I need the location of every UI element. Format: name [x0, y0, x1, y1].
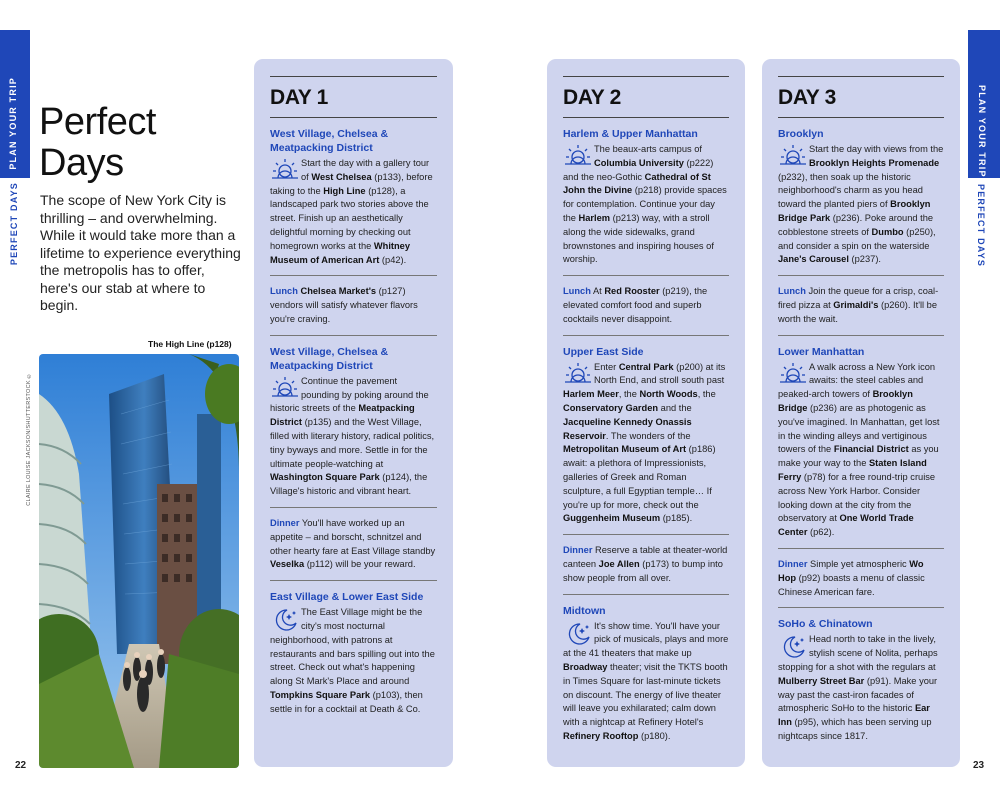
area-itinerary: [563, 127, 729, 267]
place-name: Joe Allen: [598, 558, 640, 569]
place-name: Staten Island Ferry: [778, 458, 927, 482]
place-name: Grimaldi's: [833, 299, 879, 310]
area-itinerary: [778, 617, 944, 743]
text-run: (p222) and the neo-Gothic: [563, 157, 714, 182]
text-run: as you make your way to the: [778, 444, 939, 469]
text-run: You'll have worked up an appetite – and borscht, schnitzel and other hearty fare at East Village standby: [270, 517, 436, 556]
itinerary-text: [563, 620, 729, 744]
place-name: Red Rooster: [604, 286, 660, 297]
sun-icon: [270, 375, 300, 402]
text-run: A walk across a New York icon awaits: the steel cables and peaked-arch towers of: [778, 361, 936, 400]
text-run: It's show time. You'll have your pick of musicals, plays and more at the 41 theaters that make up: [563, 620, 729, 659]
text-run: theater; visit the TKTS booth in Times Square for last-minute tickets on discount. The energy of live theater will leave you exhilarated; calm down with a nightcap at Refinery Hotel's: [563, 661, 728, 728]
moon-icon: [778, 633, 808, 660]
text-run: Start the day with views from the: [809, 144, 944, 154]
text-run: (p133), before taking to the: [270, 171, 433, 196]
divider: [778, 275, 944, 276]
place-name: Mulberry Street Bar: [778, 675, 865, 686]
area-heading: Upper East Side: [563, 345, 644, 358]
area-heading: Lower Manhattan: [778, 345, 865, 358]
area-itinerary: [270, 590, 437, 716]
text-run: Join the queue for a crisp, coal-fired pizza at: [778, 286, 939, 310]
place-name: North Woods: [639, 389, 698, 400]
area-itinerary: [778, 127, 944, 267]
place-name: Conservatory Garden: [563, 402, 659, 413]
meal-tip: [270, 517, 437, 572]
area-itinerary: [778, 345, 944, 540]
text-run: The East Village might be the city's most nocturnal neighborhood, with patrons at restaurants and bars spilling out into the street. Check out what's happening along St Mark's Place and around: [270, 607, 435, 687]
text-run: (p185).: [660, 513, 693, 524]
place-name: High Line: [323, 185, 366, 196]
place-name: Harlem: [578, 212, 611, 223]
divider: [563, 275, 729, 276]
text-run: (p135) and the West Village, filled with literary history, radical politics, tiny byways and more. Settle in for the ultimate people-watching at: [270, 417, 435, 469]
day-1-column: [254, 59, 453, 767]
area-itinerary: [270, 345, 437, 499]
divider: [778, 548, 944, 549]
text-run: (p219), the elevated comfort food and superb cocktails never disappoint.: [563, 286, 708, 324]
day-2-column: [547, 59, 745, 767]
text-run: (p236) are as photogenic as you've imagined. In Manhattan, get lost in the winding alleys and vertiginous towers of the: [778, 402, 940, 455]
divider: [778, 607, 944, 608]
text-run: (p112) will be your reward.: [304, 559, 416, 570]
place-name: Refinery Rooftop: [563, 730, 639, 741]
sun-icon: [270, 157, 300, 184]
meal-text: [778, 285, 944, 326]
meal-text: [778, 558, 944, 599]
chapter-label-left: PERFECT DAYS: [9, 182, 19, 266]
meal-tip: [563, 544, 729, 585]
divider: [270, 507, 437, 508]
meal-text: [563, 544, 729, 585]
place-name: Financial District: [833, 444, 909, 455]
text-run: (p78) for a free round-trip cruise across New York Harbor. Consider looking down at the city from the observatory at: [778, 471, 936, 524]
place-name: Chelsea Market's: [300, 286, 377, 297]
page-number-left: 22: [15, 760, 27, 771]
intro-paragraph: The scope of New York City is thrilling – and overwhelming. While it would take more than a lifetime to experience everything the metropolis has to offer, here's our stab at where to begin.: [40, 192, 241, 313]
moon-icon: [270, 606, 300, 633]
divider: [270, 275, 437, 276]
divider: [270, 76, 437, 77]
divider: [270, 335, 437, 336]
photo-caption: The High Line (p128): [148, 339, 232, 349]
text-run: (p213) way, with a stroll along the wide sidewalks, grand brownstones and inspiring houses of worship.: [563, 212, 714, 265]
text-run: and the: [658, 402, 692, 413]
place-name: West Chelsea: [311, 171, 372, 182]
place-name: Guggenheim Museum: [563, 513, 661, 524]
divider: [270, 580, 437, 581]
text-run: (p124), the Village's historic and vibrant heart.: [270, 472, 428, 497]
text-run: (p128), a landscaped park two stories above the street. Finish up an aesthetically delightful morning by checking out homegrown works at the: [270, 185, 429, 251]
meal-label: Dinner: [563, 545, 593, 556]
photo-credit: CLAIRE LOUISE JACKSON/SHUTTERSTOCK ©: [26, 372, 32, 506]
itinerary-text: [270, 606, 437, 716]
sun-icon: [563, 143, 593, 170]
divider: [563, 594, 729, 595]
text-run: , the: [697, 389, 716, 400]
text-run: (p232), then soak up the historic neighborhood's charm as you head toward the planted piers of: [778, 171, 923, 210]
meal-label: Lunch: [270, 286, 298, 297]
text-run: (p237).: [848, 254, 881, 265]
area-heading: Brooklyn: [778, 128, 824, 140]
place-name: Harlem Meer: [563, 389, 619, 400]
meal-label: Lunch: [778, 286, 806, 297]
area-heading: Midtown: [563, 604, 606, 617]
area-heading: SoHo & Chinatown: [778, 618, 873, 631]
place-name: Meatpacking District: [270, 403, 415, 428]
place-name: Jacqueline Kennedy Onassis Reservoir: [563, 416, 692, 441]
place-name: Dumbo: [871, 226, 904, 237]
text-run: (p180).: [638, 730, 671, 741]
divider: [778, 335, 944, 336]
area-heading: Harlem & Upper Manhattan: [563, 128, 698, 140]
section-tab-left: [0, 30, 30, 178]
text-run: (p236). Poke around the cobblestone streets of: [778, 212, 934, 237]
title-line: Days: [39, 142, 124, 184]
place-name: Brooklyn Bridge: [778, 389, 913, 413]
text-run: (p127) vendors will satisfy whatever flavors you're craving.: [270, 286, 418, 324]
meal-tip: [563, 285, 729, 326]
divider: [778, 76, 944, 77]
page-number-right: 23: [973, 760, 985, 771]
area-heading: West Village, Chelsea & Meatpacking District: [270, 128, 389, 154]
meal-text: [270, 285, 437, 326]
high-line-photo: [39, 354, 239, 768]
itinerary-text: [563, 361, 729, 527]
text-run: Start the day with a gallery tour of: [301, 158, 430, 182]
place-name: Veselka: [270, 559, 305, 570]
text-run: (p42).: [379, 254, 407, 265]
tab-label: PLAN YOUR TRIP: [8, 77, 18, 170]
divider: [563, 534, 729, 535]
area-itinerary: [270, 127, 437, 267]
place-name: Brooklyn Heights Promenade: [809, 157, 940, 168]
moon-icon: [563, 620, 593, 647]
sun-icon: [778, 143, 808, 170]
page-title: [39, 102, 156, 184]
itinerary-text: [778, 361, 944, 540]
sun-icon: [778, 361, 808, 388]
text-run: Continue the pavement pounding by poking around the historic streets of the: [270, 375, 429, 414]
text-run: Head north to take in the lively, stylish scene of Nolita, perhaps stopping for a shot with the regulars at: [778, 634, 938, 672]
place-name: Wo Hop: [778, 558, 924, 583]
text-run: (p186) await: a plethora of Impressionists, galleries of Greek and Roman sculpture, a full Egyptian temple… If you're up for more, check out the: [563, 444, 716, 510]
divider: [563, 335, 729, 336]
text-run: (p91). Make your way past the cast-iron facades of atmospheric SoHo to the historic: [778, 675, 938, 714]
day-title: DAY 3: [778, 87, 944, 118]
meal-label: Dinner: [270, 517, 300, 528]
itinerary-text: [270, 157, 437, 267]
place-name: Brooklyn Bridge Park: [778, 199, 931, 223]
text-run: (p200) at its North End, and stroll south past: [594, 361, 726, 386]
meal-text: [270, 517, 437, 572]
place-name: Ear Inn: [778, 703, 930, 728]
text-run: The beaux-arts campus of: [594, 144, 702, 154]
meal-text: [563, 285, 729, 326]
place-name: Central Park: [618, 361, 674, 372]
area-itinerary: [563, 345, 729, 527]
itinerary-text: [778, 143, 944, 267]
place-name: Whitney Museum of American Art: [270, 240, 411, 265]
meal-label: Lunch: [563, 286, 591, 297]
text-run: Enter: [594, 361, 619, 372]
day-title: DAY 1: [270, 87, 437, 118]
area-itinerary: [563, 604, 729, 744]
text-run: (p62).: [807, 527, 835, 538]
area-heading: West Village, Chelsea & Meatpacking District: [270, 345, 389, 372]
text-run: (p250), and consider a spin on the waterside: [778, 226, 936, 251]
text-run: (p92) boasts a menu of classic Chinese American fare.: [778, 572, 925, 597]
title-line: Perfect: [39, 101, 156, 143]
text-run: , the: [618, 389, 640, 400]
area-heading: East Village & Lower East Side: [270, 591, 424, 604]
text-run: . The wonders of the: [605, 430, 691, 441]
itinerary-text: [270, 375, 437, 499]
place-name: One World Trade Center: [778, 513, 914, 538]
day-3-column: [762, 59, 960, 767]
text-run: (p260). It'll be worth the wait.: [778, 299, 938, 324]
place-name: Metropolitan Museum of Art: [563, 444, 687, 455]
text-run: At: [592, 286, 605, 297]
text-run: (p103), then settle in for a cocktail at Death & Co.: [270, 689, 423, 714]
meal-tip: [778, 558, 944, 599]
text-run: Simple yet atmospheric: [810, 558, 910, 569]
text-run: (p95), which has been serving up nightcaps since 1817.: [778, 717, 932, 741]
place-name: Tompkins Square Park: [270, 689, 371, 700]
meal-tip: [270, 285, 437, 326]
meal-tip: [778, 285, 944, 326]
itinerary-text: [563, 143, 729, 267]
text-run: (p218) provide spaces for contemplation. Continue your day the: [563, 185, 727, 223]
place-name: Washington Square Park: [270, 472, 380, 483]
text-run: Reserve a table at theater-world canteen: [563, 545, 728, 569]
itinerary-text: [778, 633, 944, 743]
place-name: Broadway: [563, 661, 608, 672]
tab-label: PLAN YOUR TRIP: [977, 85, 987, 178]
divider: [563, 76, 729, 77]
day-title: DAY 2: [563, 87, 729, 118]
place-name: Cathedral of St John the Divine: [563, 171, 711, 196]
place-name: Jane's Carousel: [778, 254, 849, 265]
chapter-label-right: PERFECT DAYS: [976, 184, 986, 268]
section-tab-right: [968, 30, 1000, 178]
sun-icon: [563, 361, 593, 388]
meal-label: Dinner: [778, 558, 808, 569]
text-run: (p173) to bump into show people from all over.: [563, 558, 723, 583]
place-name: Columbia University: [594, 157, 684, 168]
